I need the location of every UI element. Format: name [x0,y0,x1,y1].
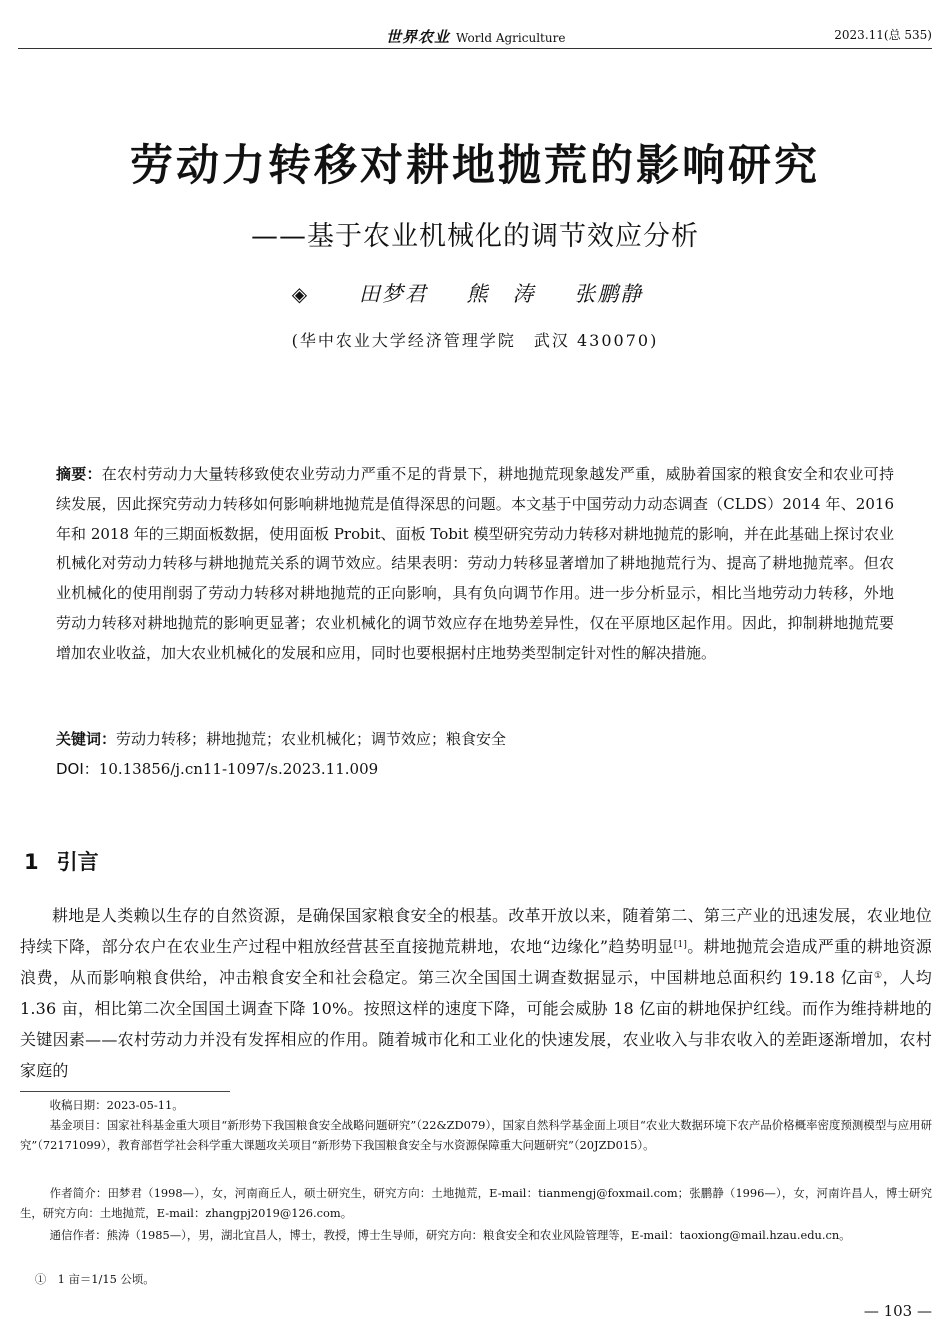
citation-ref[interactable]: [1] [673,940,688,950]
author-name: 田梦君 [358,282,428,306]
body-text-part: ，人均 1.36 亩，相比第二次全国国土调查下降 10%。按照这样的速度下降，可能会威胁 18 亿亩的耕地保护红线。而作为维持耕地的关键因素——农村劳动力并没有发挥相应的作用。随着城市化和工业化的快速发展，农业收入与非农收入的差距逐渐增加，农村家庭的 [20,968,932,1080]
author-name: 熊 涛 [466,282,536,306]
author-mark-icon: ◈ [291,282,310,306]
abstract-label: 摘要： [56,465,102,483]
section-heading [24,846,99,876]
page-number: — 103 — [863,1302,932,1320]
body-text-part: 。耕地抛荒会造成严重的耕地资源浪费，从而影响粮食供给，冲击粮食安全和社会稳定。第三次全国国土调查数据显示，中国耕地总面积约 19.18 亿亩 [20,937,932,987]
section-title: 引言 [56,850,99,874]
journal-name-en: World Agriculture [456,31,566,45]
body-text-part: 耕地是人类赖以生存的自然资源，是确保国家粮食安全的根基。改革开放以来，随着第二、第三产业的迅速发展，农业地位持续下降，部分农户在农业生产过程中粗放经营甚至直接抛荒耕地，农地“边缘化”趋势明显 [20,906,932,956]
footnote-author-bio: 作者简介：田梦君（1998—），女，河南商丘人，硕士研究生，研究方向：土地抛荒，E-mail：tianmengj@foxmail.com；张鹏静（1996—），女，河南许昌人，博士研究生，研究方向：土地抛荒，E-mail：zhangpj2019@126.com。 [20,1186,932,1220]
article-title: 劳动力转移对耕地抛荒的影响研究 [130,141,820,191]
footnote-divider [20,1091,230,1092]
author-name: 张鹏静 [574,282,644,306]
article-subtitle: ——基于农业机械化的调节效应分析 [251,221,699,252]
footnote-funding: 基金项目：国家社科基金重大项目“新形势下我国粮食安全战略问题研究”（22&ZD079），国家自然科学基金面上项目“农业大数据环境下农产品价格概率密度预测模型与应用研究”（72171099），教育部哲学社会科学重大课题攻关项目“新形势下我国粮食安全与水资源保障重大问题研究”（20JZD015）。 [20,1118,932,1152]
keywords-label: 关键词： [56,730,117,748]
journal-name-cn: 世界农业 [386,28,451,46]
issue-info: 2023.11(总 535) [834,28,932,42]
footnote-marker[interactable]: ① [873,971,883,981]
doi-value: 10.13856/j.cn11-1097/s.2023.11.009 [98,760,379,778]
journal-header [386,26,565,47]
author-list [0,278,950,308]
abstract-text: 在农村劳动力大量转移致使农业劳动力严重不足的背景下，耕地抛荒现象越发严重，威胁着国家的粮食安全和农业可持续发展，因此探究劳动力转移如何影响耕地抛荒是值得深思的问题。本文基于中国劳动力动态调查（CLDS）2014 年、2016 年和 2018 年的三期面板数据，使用面板 Probit、面板 Tobit 模型研究劳动力转移对耕地抛荒的影响，并在此基础上探讨农业机械化对劳动力转移与耕地抛荒关系的调节效应。结果表明：劳动力转移显著增加了耕地抛荒行为、提高了耕地抛荒率。但农业机械化的使用削弱了劳动力转移对耕地抛荒的正向影响，具有负向调节作用。进一步分析显示，相比当地劳动力转移，外地劳动力转移对耕地抛荒的影响更显著；农业机械化的调节效应存在地势差异性，仅在平原地区起作用。因此，抑制耕地抛荒要增加农业收益，加大农业机械化的发展和应用，同时也要根据村庄地势类型制定针对性的解决措施。 [56,465,894,662]
keywords-text: 劳动力转移；耕地抛荒；农业机械化；调节效应；粮食安全 [116,730,507,748]
section-number: 1 [24,850,39,874]
doi [56,758,894,779]
affiliation: (华中农业大学经济管理学院 武汉 430070) [291,331,659,350]
footnote-received: 收稿日期：2023-05-11。 [49,1098,184,1112]
abstract [56,460,894,669]
header-divider [18,48,932,49]
doi-label: DOI： [56,760,99,778]
footnote-unit-note: ① 1 亩＝1/15 公顷。 [34,1272,155,1286]
body-paragraph [20,900,932,1086]
keywords [56,728,894,749]
footnote-corresponding-author: 通信作者：熊涛（1985—），男，湖北宜昌人，博士，教授，博士生导师，研究方向：粮食安全和农业风险管理等，E-mail：taoxiong@mail.hzau.edu.cn。 [49,1228,851,1242]
